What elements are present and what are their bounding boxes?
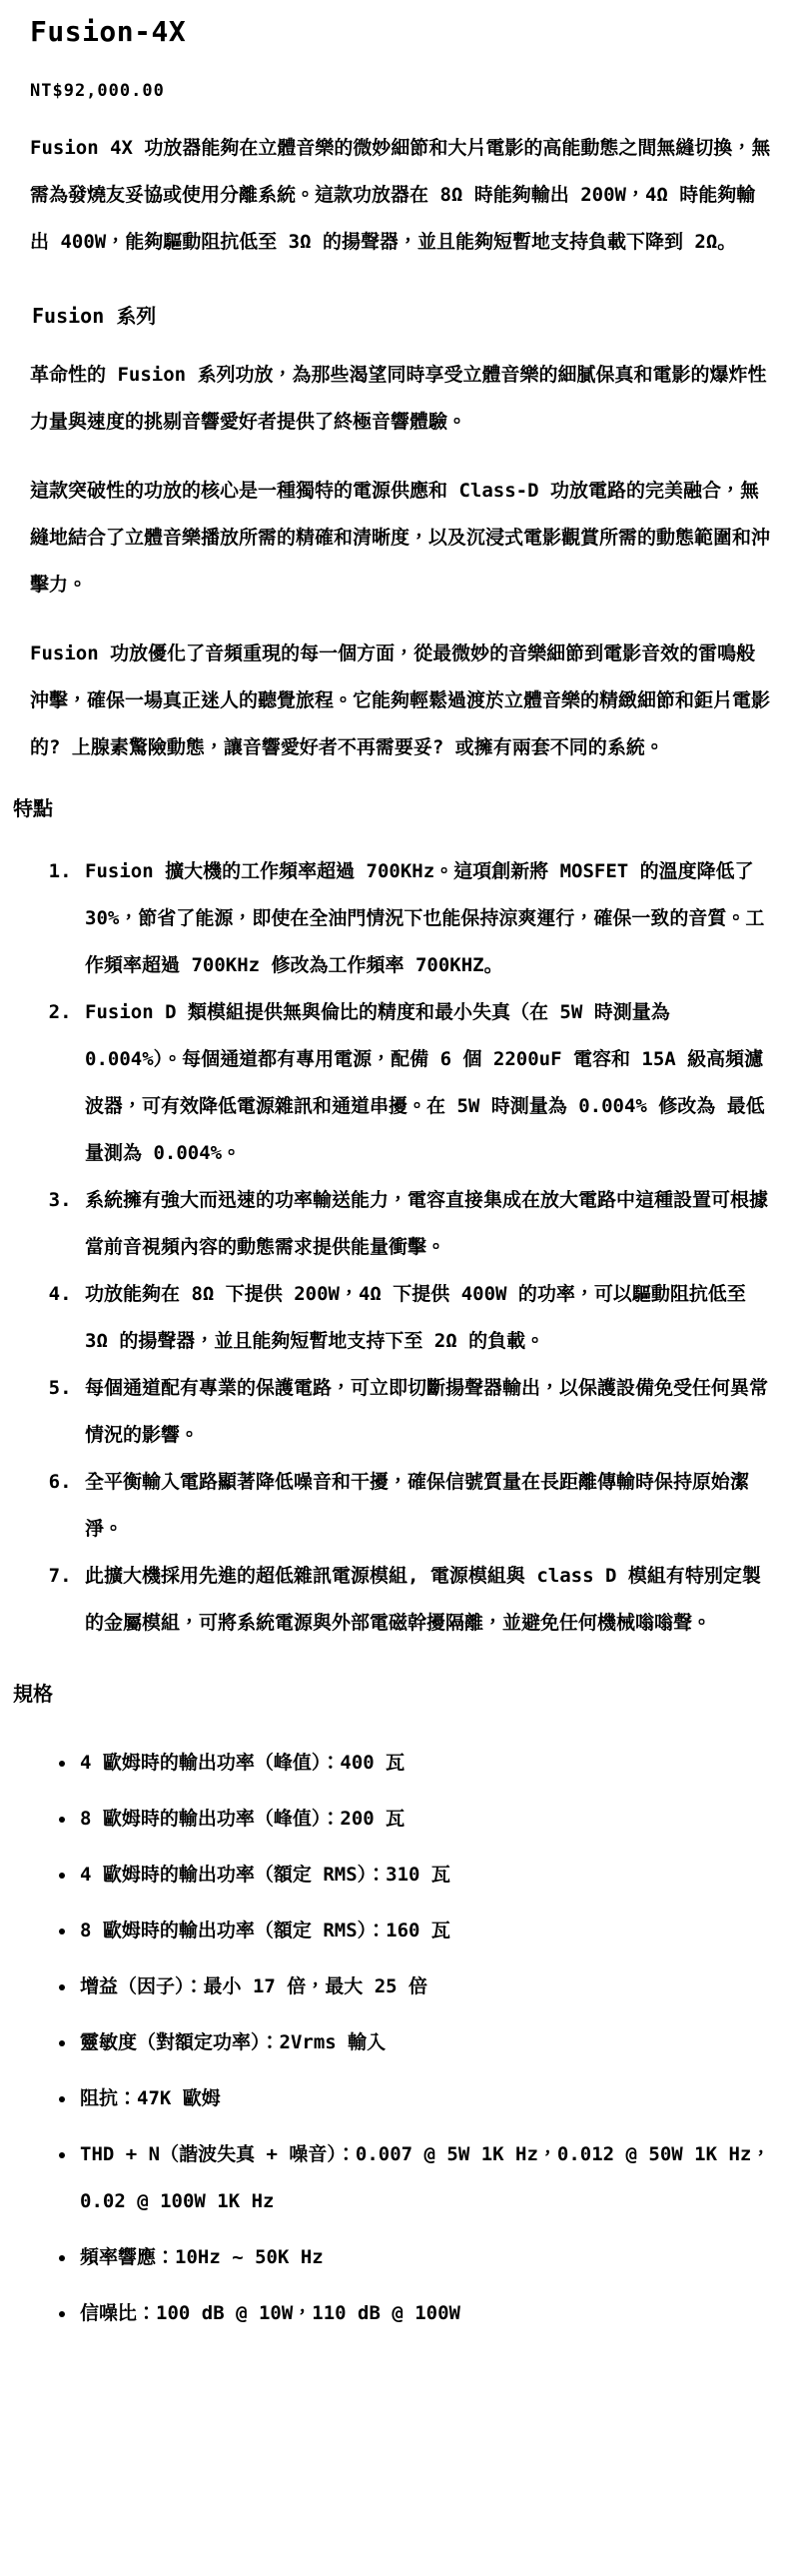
- intro-paragraph: Fusion 4X 功放器能夠在立體音樂的微妙細節和大片電影的高能動態之間無縫切換，無需為發燒友妥協或使用分離系統。這款功放器在 8Ω 時能夠輸出 200W，4Ω 時能夠輸出 400W，能夠驅動阻抗低至 3Ω 的揚聲器，並且能夠短暫地支持負載下降到 2Ω。: [30, 137, 771, 253]
- feature-item: 4. 功放能夠在 8Ω 下提供 200W，4Ω 下提供 400W 的功率，可以驅動阻抗低至 3Ω 的揚聲器，並且能夠短暫地支持下至 2Ω 的負載。: [83, 1271, 773, 1365]
- series-paragraph: 這款突破性的功放的核心是一種獨特的電源供應和 Class-D 功放電路的完美融合，無縫地結合了立體音樂播放所需的精確和清晰度，以及沉浸式電影觀賞所需的動態範圍和沖擊力。: [30, 480, 771, 596]
- feature-item: 1. Fusion 擴大機的工作頻率超過 700KHz。這項創新將 MOSFET 的溫度降低了 30%，節省了能源，即使在全油門情況下也能保持涼爽運行，確保一致的音質。工作頻率超過 700KHz 修改為工作頻率 700KHZ。: [83, 848, 773, 989]
- product-price: NT$92,000.00: [30, 81, 165, 101]
- specs-heading: 規格: [13, 1682, 53, 1706]
- page-title: Fusion-4X: [30, 15, 187, 48]
- features-heading: 特點: [13, 796, 53, 820]
- spec-item: THD + N（諧波失真 + 噪音）：0.007 @ 5W 1K Hz，0.012 @ 50W 1K Hz，0.02 @ 100W 1K Hz: [80, 2131, 775, 2225]
- feature-item: 3. 系統擁有強大而迅速的功率輸送能力，電容直接集成在放大電路中這種設置可根據當前音視頻內容的動態需求提供能量衝擊。: [83, 1177, 773, 1271]
- features-list: [0, 848, 773, 1647]
- series-paragraph: Fusion 功放優化了音頻重現的每一個方面，從最微妙的音樂細節到電影音效的雷鳴般沖擊，確保一場真正迷人的聽覺旅程。它能夠輕鬆過渡於立體音樂的精緻細節和鉅片電影的? 上腺素驚險動態，讓音響愛好者不再需要妥? 或擁有兩套不同的系統。: [30, 643, 771, 758]
- spec-item: 8 歐姆時的輸出功率（峰值）：200 瓦: [80, 1796, 775, 1843]
- spec-item: 阻抗：47K 歐姆: [80, 2075, 775, 2122]
- series-heading: Fusion 系列: [32, 304, 157, 328]
- feature-item: 6. 全平衡輸入電路顯著降低噪音和干擾，確保信號質量在長距離傳輸時保持原始潔淨。: [83, 1459, 773, 1553]
- specs-list: [0, 1740, 775, 2337]
- spec-item: 增益（因子）：最小 17 倍，最大 25 倍: [80, 1963, 775, 2010]
- spec-item: 4 歐姆時的輸出功率（額定 RMS）：310 瓦: [80, 1852, 775, 1899]
- feature-item: 7. 此擴大機採用先進的超低雜訊電源模組, 電源模組與 class D 模組有特別定製的金屬模組，可將系統電源與外部電磁幹擾隔離，並避免任何機械嗡嗡聲。: [83, 1553, 773, 1647]
- series-paragraph: 革命性的 Fusion 系列功放，為那些渴望同時享受立體音樂的細膩保真和電影的爆炸性力量與速度的挑剔音響愛好者提供了終極音響體驗。: [30, 364, 767, 433]
- spec-item: 信噪比：100 dB @ 10W，110 dB @ 100W: [80, 2290, 775, 2337]
- spec-item: 靈敏度（對額定功率）：2Vrms 輸入: [80, 2019, 775, 2066]
- spec-item: 頻率響應：10Hz ~ 50K Hz: [80, 2234, 775, 2281]
- feature-item: 2. Fusion D 類模組提供無與倫比的精度和最小失真（在 5W 時測量為 0.004%）。每個通道都有專用電源，配備 6 個 2200uF 電容和 15A 級高頻濾波器，可有效降低電源雜訊和通道串擾。在 5W 時測量為 0.004% 修改為 最低量測為 0.004%。: [83, 989, 773, 1177]
- spec-item: 8 歐姆時的輸出功率（額定 RMS）：160 瓦: [80, 1908, 775, 1954]
- spec-item: 4 歐姆時的輸出功率（峰值）：400 瓦: [80, 1740, 775, 1787]
- feature-item: 5. 每個通道配有專業的保護電路，可立即切斷揚聲器輸出，以保護設備免受任何異常情況的影響。: [83, 1365, 773, 1459]
